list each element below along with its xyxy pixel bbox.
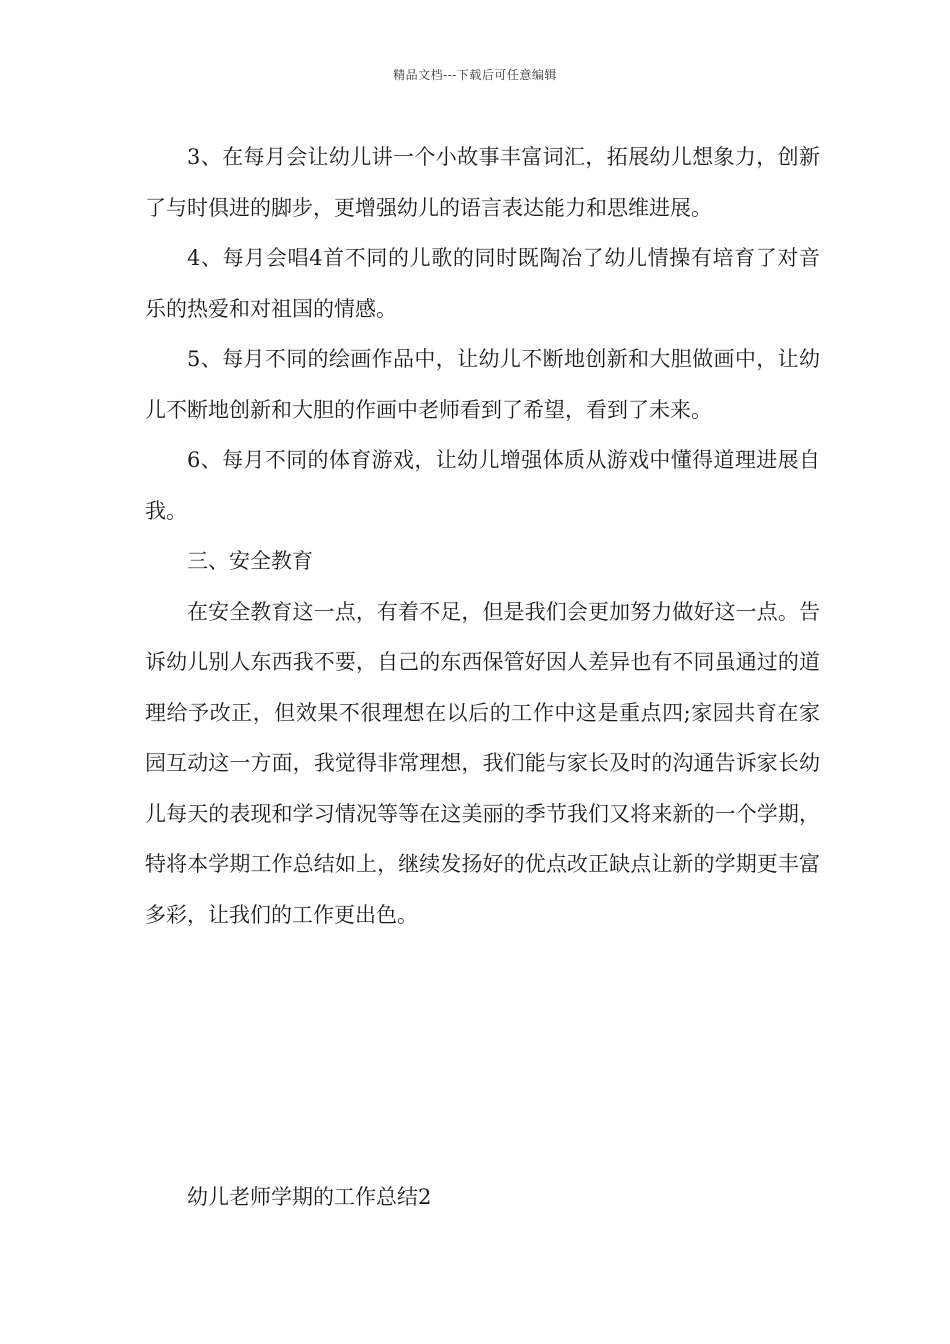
paragraph-item-4: 4、每月会唱4首不同的儿歌的同时既陶冶了幼儿情操有培育了对音乐的热爱和对祖国的情感。	[145, 246, 820, 321]
paragraph-item-5: 5、每月不同的绘画作品中，让幼儿不断地创新和大胆做画中，让幼儿不断地创新和大胆的作画中老师看到了希望，看到了未来。	[145, 347, 820, 422]
next-document-title: 幼儿老师学期的工作总结2	[187, 1185, 432, 1209]
document-body	[145, 132, 820, 940]
paragraph-item-3: 3、在每月会让幼儿讲一个小故事丰富词汇，拓展幼儿想象力，创新了与时俱进的脚步，更增强幼儿的语言表达能力和思维进展。	[145, 145, 820, 220]
paragraph-item-6: 6、每月不同的体育游戏，让幼儿增强体质从游戏中懂得道理进展自我。	[145, 448, 820, 523]
page-header: 精品文档---下载后可任意编辑	[393, 68, 557, 82]
section-heading-safety: 三、安全教育	[187, 549, 313, 573]
paragraph-safety-education: 在安全教育这一点，有着不足，但是我们会更加努力做好这一点。告诉幼儿别人东西我不要，自己的东西保管好因人差异也有不同虽通过的道理给予改正，但效果不很理想在以后的工作中这是重点四;家园共育在家园互动这一方面，我觉得非常理想，我们能与家长及时的沟通告诉家长幼儿每天的表现和学习情况等等在这美丽的季节我们又将来新的一个学期，特将本学期工作总结如上，继续发扬好的优点改正缺点让新的学期更丰富多彩，让我们的工作更出色。	[145, 599, 820, 927]
